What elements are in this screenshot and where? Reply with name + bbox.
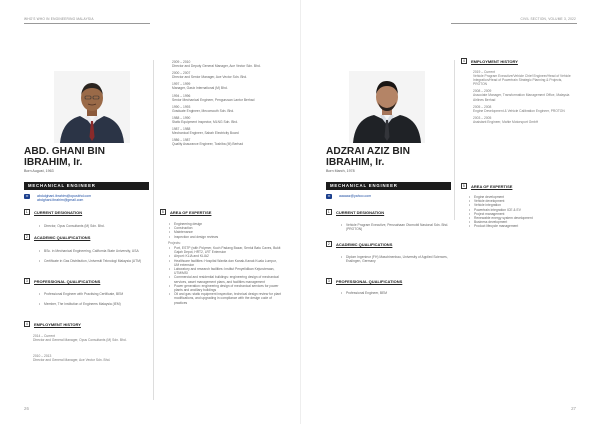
entry-desc: Assistant Engineer, Mahle Motorsport GmbH [473, 119, 539, 124]
history-entry [172, 94, 272, 102]
section-number: 1 [25, 210, 28, 214]
right-page [300, 0, 600, 424]
email-link[interactable]: abdulghani.ibrahim@opusbhd.com [37, 194, 92, 198]
section-number: 5 [462, 184, 465, 188]
page-number: 26 [24, 406, 29, 411]
field-bar: MECHANICAL ENGINEER [24, 182, 149, 190]
section-number: 4 [462, 59, 465, 63]
projects-list [168, 246, 282, 305]
list-item: • Powertrain integration ICE & EV [468, 208, 580, 212]
page-number: 27 [571, 406, 576, 411]
entry-desc: Director and Deputy General Manager, Ace Vector Sdn. Bhd. [172, 64, 261, 69]
section-heading: ACADEMIC QUALIFICATIONS [34, 234, 91, 240]
list-item: • Renewable energy system development [468, 216, 580, 220]
section-heading: AREA OF EXPERTISE [471, 183, 513, 189]
running-head: WHO'S WHO IN ENGINEERING MALAYSIA [24, 17, 94, 21]
entry-years: 2009 – 2010 [172, 60, 191, 64]
header-rule [24, 23, 150, 24]
column-divider [454, 60, 455, 220]
list-item: • Director, Opus Consultants (M) Sdn. Bhd. [38, 224, 148, 228]
entry-desc: Director and General Manager, Ace Vector Sdn. Bhd. [33, 358, 111, 363]
email-icon: ✉ [25, 194, 29, 198]
list-item: • Product lifecycle management [468, 224, 580, 228]
person-name [326, 147, 410, 169]
list-item: • Vehicle Program Executive, Perusahaan Otomobil Nasional Sdn. Bhd. (PROTON) [340, 223, 450, 231]
employment-entry [33, 334, 143, 342]
list-item: • Professional Engineer, BEM [340, 291, 448, 295]
email-icon: ✉ [327, 194, 331, 198]
list-item: • Maintenance [168, 230, 278, 234]
entry-years: 2005 – 2008 [473, 104, 492, 109]
list-item: • Inspection and design reviews [168, 235, 278, 239]
list-item: • Port, ESTP (with Polymer, Kuch Padang Bazar, Sentul Batu Caves, Bukit Gajah Depot, HRT2, LRT Extension [168, 246, 282, 254]
name-line-2: IBRAHIM, Ir. [326, 156, 385, 168]
section-heading: AREA OF EXPERTISE [170, 209, 212, 215]
list-item: • BSc. in Mechanical Engineering, California State University, USA [38, 249, 146, 253]
list-item: • Professional Engineer with Practising Certificate, BEM [38, 292, 146, 296]
list-item: • Oil and gas: static equipment inspection, technical design review for plant modifications, and upgrading in compliance with the design code of practices [168, 292, 282, 305]
name-line-1: ADZRAI AZIZ BIN [326, 146, 410, 157]
entry-years: 2019 – Current [473, 70, 495, 74]
name-line-1: ABD. GHANI BIN [24, 146, 105, 157]
list-item: • Commercial and residential buildings: engineering design of mechanical services, asset management plans, and facilities management [168, 275, 282, 283]
projects-label: Projects: [168, 241, 181, 245]
entry-years: 2010 – 2013 [33, 354, 52, 358]
list-item: • Vehicle integration [468, 203, 580, 207]
field-bar: MECHANICAL ENGINEER [326, 182, 451, 190]
history-entry [172, 105, 272, 113]
section-number: 2 [327, 242, 330, 246]
history-entry [172, 82, 272, 90]
employment-entry [473, 116, 577, 124]
section-number: 4 [25, 322, 28, 326]
person-name [24, 147, 105, 169]
entry-years: 1990 – 1993 [172, 104, 191, 109]
history-entry [172, 116, 272, 124]
portrait-photo [349, 71, 425, 143]
entry-years: 2003 – 2005 [473, 115, 492, 120]
entry-desc: Director and Senior Manager, Ace Vector Sdn. Bhd. [172, 75, 248, 80]
list-item: • Certificate in Gas Distribution, Universiti Teknologi Malaysia (UTM) [38, 259, 146, 263]
section-number: 1 [327, 210, 330, 214]
entry-desc: Mechanical Engineer, Sabah Electricity Board [172, 131, 239, 136]
history-entry [172, 127, 272, 135]
entry-years: 1986 – 1987 [172, 138, 191, 143]
portrait-photo [54, 71, 130, 143]
column-divider [153, 60, 154, 400]
running-head: CIVIL SECTION, VOLUME 3, 2022 [520, 17, 576, 21]
section-heading: CURRENT DESIGNATION [336, 209, 385, 215]
list-item: • Construction [168, 226, 278, 230]
list-item: • Member, The Institution of Engineers Malaysia (IEM) [38, 302, 146, 306]
list-item: • Diplom Ingenieur (FH) Maschinenbau, University of Applied Sciences, Esslingen, Germany [340, 255, 448, 263]
list-item: • Engineering design [168, 222, 278, 226]
email-list [339, 194, 371, 198]
section-number: 2 [25, 235, 28, 239]
entry-desc: Static Equipment Inspector, MLNG Sdn. Bhd. [172, 120, 238, 125]
expertise-list [168, 222, 278, 239]
list-item: • Laboratory and research facilities: Institut Penyelidikan Kejuruteraan, UTM/MSI [168, 267, 282, 275]
employment-entry [473, 105, 577, 113]
employment-entry [473, 70, 577, 86]
entry-years: 2008 – 2009 [473, 89, 492, 94]
list-item: • Engine development [468, 195, 580, 199]
employment-list [473, 70, 577, 124]
section-number: 3 [25, 279, 28, 283]
section-number: 5 [161, 210, 164, 214]
section-heading: PROFESSIONAL QUALIFICATIONS [34, 278, 101, 284]
employment-entry [33, 354, 143, 362]
employment-entry [473, 89, 577, 101]
history-entry [172, 71, 272, 79]
list-item: • Healthcare facilities: Hospital Wanita dan Kanak-Kanak Kuala Lumpur, UM extension [168, 259, 282, 267]
section-heading: EMPLOYMENT HISTORY [34, 321, 81, 327]
email-link[interactable]: aaaaaz@yahoo.com [339, 194, 372, 198]
section-heading: PROFESSIONAL QUALIFICATIONS [336, 278, 403, 284]
entry-desc: Vehicle Program Executive/Vehicle Chief Engineer/Head of Vehicle Integration/Head of Powertrain Strategic Planning & Projects, PROTON [473, 74, 571, 87]
entry-desc: Director and General Manager, Opus Consultants (M) Sdn. Bhd. [33, 338, 127, 343]
entry-years: 1994 – 1996 [172, 93, 191, 98]
section-number: 3 [327, 279, 330, 283]
name-line-2: IBRAHIM, Ir. [24, 156, 83, 168]
header-rule [451, 23, 577, 24]
email-link[interactable]: abdghani.ibrahim@gmail.com [37, 198, 84, 203]
list-item: • Vehicle development [468, 199, 580, 203]
history-entry [172, 60, 272, 68]
entry-desc: Engine Development & Vehicle Calibration Engineer, PROTON [473, 108, 565, 113]
entry-desc: Senior Mechanical Engineer, Pengurusan Lantor Berhad [172, 97, 255, 102]
section-heading: ACADEMIC QUALIFICATIONS [336, 241, 393, 247]
entry-desc: Graduate Engineer, Mecomouth Sdn. Bhd. [172, 108, 235, 113]
entry-years: 2014 – Current [33, 334, 55, 338]
history-column [172, 60, 272, 147]
birth-date: Born March, 1978 [326, 169, 355, 173]
section-heading: EMPLOYMENT HISTORY [471, 58, 518, 64]
list-item: • Power generation: engineering design of mechanical services for power plants and ancillary buildings [168, 284, 282, 292]
history-entry [172, 138, 272, 146]
entry-years: 2000 – 2007 [172, 71, 191, 76]
birth-date: Born August, 1963 [24, 169, 54, 173]
entry-desc: Manager, Gasix International (M) Bhd. [172, 86, 228, 91]
entry-years: 1997 – 1999 [172, 82, 191, 87]
expertise-list [468, 195, 580, 229]
entry-years: 1988 – 1990 [172, 115, 191, 120]
section-heading: CURRENT DESIGNATION [34, 209, 83, 215]
entry-desc: Associate Manager, Transformation Management Office, Malaysia Airlines Berhad [473, 93, 570, 102]
list-item: • Project management [468, 212, 580, 216]
email-list [37, 194, 91, 202]
entry-years: 1987 – 1988 [172, 127, 191, 132]
list-item: • Airport: KLIA and KLIA2 [168, 254, 282, 258]
list-item: • Business development [468, 220, 580, 224]
entry-desc: Quality Assurance Engineer, Toshiba (M) Berhad [172, 142, 244, 147]
